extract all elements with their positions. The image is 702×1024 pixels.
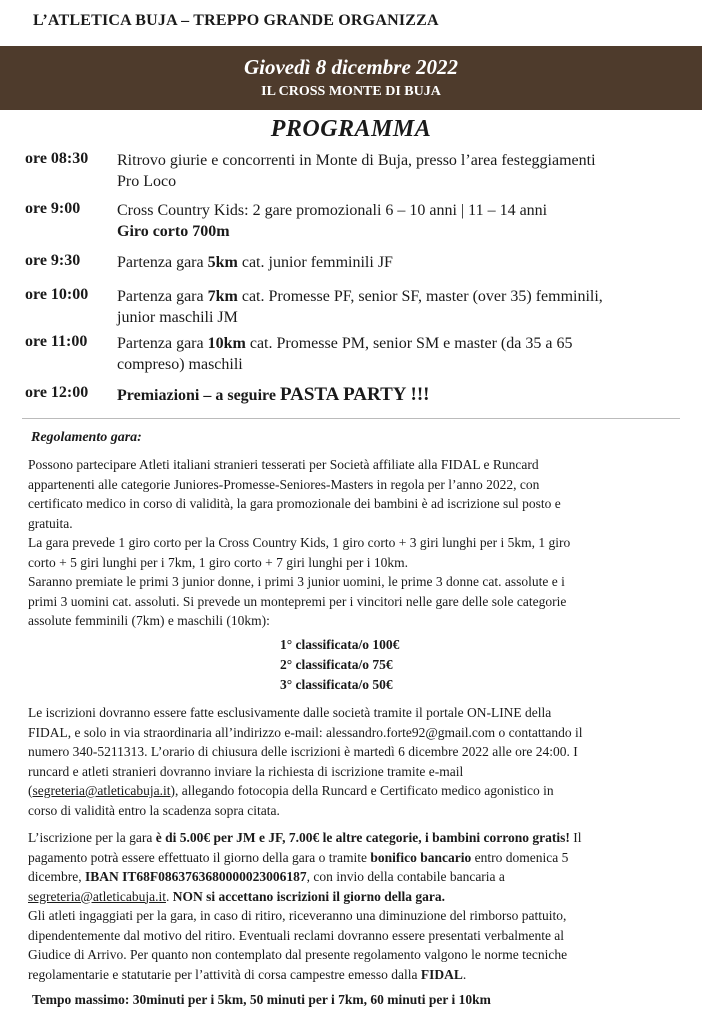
schedule-time: ore 08:30 — [25, 150, 89, 167]
regolamento-para-registration: Le iscrizioni dovranno essere fatte esclusivamente dalle società tramite il portale ON-LINE della FIDAL, e solo in via straordinaria all’indirizzo e-mail: alessandro.forte92@gmail.com o contattando il numero 340-5211313. L’orario di chiusura delle iscrizioni è martedì 6 dicembre 2022 alle ore 24:00. I runcard e atleti stranieri dovranno inviare la richiesta di iscrizione tramite e-mail (segreteria@atleticabuja.it), allegando fotocopia della Runcard e Certificato medico agonistico in corso di validità entro la scadenza sopra citata. — [28, 705, 583, 818]
email-link[interactable]: segreteria@atleticabuja.it — [32, 783, 171, 798]
section-divider — [22, 418, 680, 419]
schedule-time: ore 9:30 — [25, 252, 81, 269]
regolamento-title: Regolamento gara: — [31, 430, 142, 445]
organizer-heading: L’ATLETICA BUJA – TREPPO GRANDE ORGANIZZA — [33, 12, 439, 29]
event-name: IL CROSS MONTE DI BUJA — [261, 84, 441, 99]
schedule-desc: Partenza gara 10km cat. Promesse PM, senior SM e master (da 35 a 65 compreso) maschili — [117, 335, 573, 373]
max-time-note: Tempo massimo: 30minuti per i 5km, 50 minuti per i 7km, 60 minuti per i 10km — [32, 992, 491, 1007]
schedule-desc: Premiazioni – a seguire PASTA PARTY !!! — [117, 384, 430, 405]
schedule-time: ore 12:00 — [25, 384, 89, 401]
schedule-time: ore 9:00 — [25, 200, 81, 217]
event-date: Giovedì 8 dicembre 2022 — [243, 55, 459, 79]
prize-item: 1° classificata/o 100€ — [280, 637, 400, 652]
prize-list — [280, 635, 399, 695]
schedule-desc: Partenza gara 5km cat. junior femminili JF — [117, 254, 393, 271]
programma-title: PROGRAMMA — [270, 116, 432, 142]
schedule-desc: Partenza gara 7km cat. Promesse PF, senior SF, master (over 35) femminili, junior maschili JM — [117, 288, 603, 326]
regolamento-para-eligibility: Possono partecipare Atleti italiani stranieri tesserati per Società affiliate alla FIDAL e Runcard appartenenti alle categorie Juniores-Promesse-Seniores-Masters in regola per l’anno 2022, con certificato medico in corso di validità, la gara promozionale dei bambini è ad iscrizione sul posto e gratuita. La gara prevede 1 giro corto per la Cross Country Kids, 1 giro corto + 3 giri lunghi per i 5km, 1 giro corto + 5 giri lunghi per i 7km, 1 giro corto + 7 giri lunghi per i 10km. Saranno premiate le primi 3 junior donne, i primi 3 junior uomini, le prime 3 donne cat. assolute e i primi 3 uomini cat. assoluti. Si prevede un montepremi per i vincitori nelle gare delle sole categorie assolute femminili (7km) e maschili (10km): — [28, 457, 571, 628]
schedule-time: ore 11:00 — [25, 333, 88, 350]
schedule-desc: Cross Country Kids: 2 gare promozionali 6 – 10 anni | 11 – 14 anni Giro corto 700m — [117, 202, 548, 240]
event-banner — [0, 46, 702, 110]
email-link[interactable]: segreteria@atleticabuja.it — [28, 888, 166, 904]
prize-item: 2° classificata/o 75€ — [280, 657, 393, 672]
regolamento-para-fee: L’iscrizione per la gara è di 5.00€ per JM e JF, 7.00€ le altre categorie, i bambini corrono gratis! Il pagamento potrà essere effettuato il giorno della gara o tramite bonifico bancario entro domenica 5 dicembre, IBAN IT68F0863763680000023006187, con invio della contabile bancaria a segreteria@atleticabuja.it. NON si accettano iscrizioni il giorno della gara. Gli atleti ingaggiati per la gara, in caso di ritiro, riceveranno una diminuzione del rimborso pattuito, dipendentemente dal motivo del ritiro. Eventuali reclami dovranno essere presentati verbalmente al Giudice di Arrivo. Per quanto non contemplato dal presente regolamento valgono le norme tecniche regolamentarie e statutarie per l’attività di corsa campestre emesso dalla FIDAL. — [28, 830, 582, 982]
prize-item: 3° classificata/o 50€ — [280, 677, 393, 692]
schedule-time: ore 10:00 — [25, 286, 89, 303]
schedule-desc: Ritrovo giurie e concorrenti in Monte di Buja, presso l’area festeggiamenti Pro Loco — [117, 152, 596, 190]
